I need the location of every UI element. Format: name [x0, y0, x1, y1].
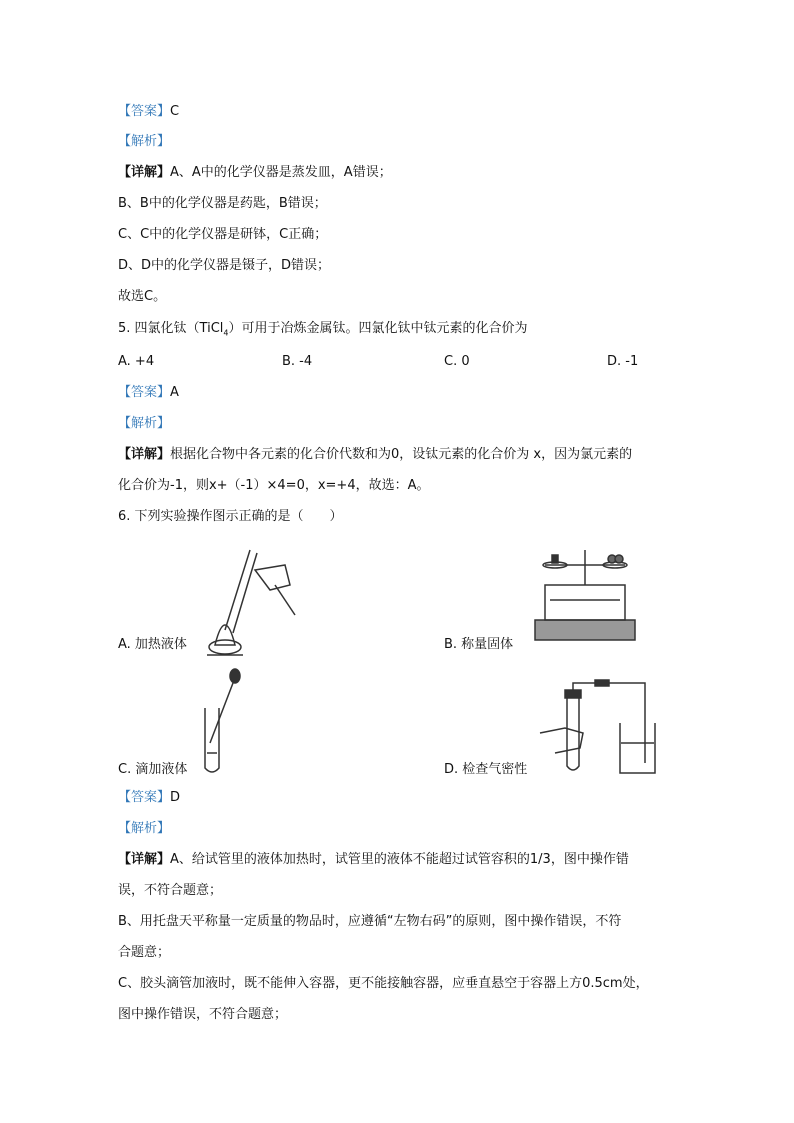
q5-option-b: B. -4: [282, 354, 313, 369]
detail-line: A、给试管里的液体加热时，试管里的液体不能超过试管容积的1/3，图中操作错: [170, 852, 629, 867]
stem-text: ）可用于冶炼金属钛。四氯化钛中钛元素的化合价为: [228, 321, 528, 336]
q6-option-c: C. 滴加液体: [118, 762, 188, 777]
airtightness-figure: [535, 678, 660, 778]
q4-analysis-tag: 【解析】: [118, 134, 171, 149]
answer-tag: 【答案】: [118, 790, 171, 805]
q6-stem: 6. 下列实验操作图示正确的是（ ）: [118, 509, 343, 524]
detail-tag: 【详解】: [118, 165, 171, 180]
detail-line: B、用托盘天平称量一定质量的物品时，应遵循“左物右码”的原则，图中操作错误，不符: [118, 914, 622, 929]
detail-line: 图中操作错误，不符合题意；: [118, 1007, 288, 1022]
q5-analysis-tag: 【解析】: [118, 416, 171, 431]
stem-text: 5. 四氯化钛（TiCl: [118, 321, 224, 336]
q5-stem: [118, 320, 528, 343]
detail-line: 误，不符合题意；: [118, 883, 223, 898]
q6-answer: [118, 789, 180, 807]
detail-line: 故选C。: [118, 289, 167, 304]
q6-detail: [118, 851, 629, 869]
detail-line: 化合价为-1，则x+（-1）×4=0，x=+4，故选：A。: [118, 478, 430, 493]
q5-answer: [118, 384, 179, 402]
balance-figure: [530, 545, 640, 645]
heating-liquid-figure: [195, 545, 305, 660]
q6-option-d: D. 检查气密性: [444, 762, 528, 777]
answer-value: A: [170, 385, 179, 400]
detail-line: D、D中的化学仪器是镊子，D错误；: [118, 258, 331, 273]
q5-option-c: C. 0: [444, 354, 470, 369]
detail-line: B、B中的化学仪器是药匙，B错误；: [118, 196, 327, 211]
answer-tag: 【答案】: [118, 385, 171, 400]
q4-answer: [118, 103, 179, 121]
q4-detail: [118, 164, 392, 182]
q6-option-b: B. 称量固体: [444, 637, 514, 652]
answer-value: C: [170, 104, 180, 119]
detail-tag: 【详解】: [118, 447, 171, 462]
q5-option-a: A. +4: [118, 354, 155, 369]
detail-line: C、C中的化学仪器是研钵，C正确；: [118, 227, 328, 242]
q6-option-a: A. 加热液体: [118, 637, 187, 652]
subscript: 4: [223, 328, 229, 338]
detail-tag: 【详解】: [118, 852, 171, 867]
q5-detail: [118, 446, 632, 464]
detail-line: A、A中的化学仪器是蒸发皿，A错误；: [170, 165, 392, 180]
q5-option-d: D. -1: [607, 354, 639, 369]
answer-tag: 【答案】: [118, 104, 171, 119]
detail-line: 根据化合物中各元素的化合价代数和为0，设钛元素的化合价为 x，因为氯元素的: [170, 447, 633, 462]
detail-line: C、胶头滴管加液时，既不能伸入容器，更不能接触容器，应垂直悬空于容器上方0.5cm处，: [118, 976, 649, 991]
detail-line: 合题意；: [118, 945, 171, 960]
answer-value: D: [170, 790, 181, 805]
dropper-figure: [195, 668, 255, 778]
q6-analysis-tag: 【解析】: [118, 821, 171, 836]
